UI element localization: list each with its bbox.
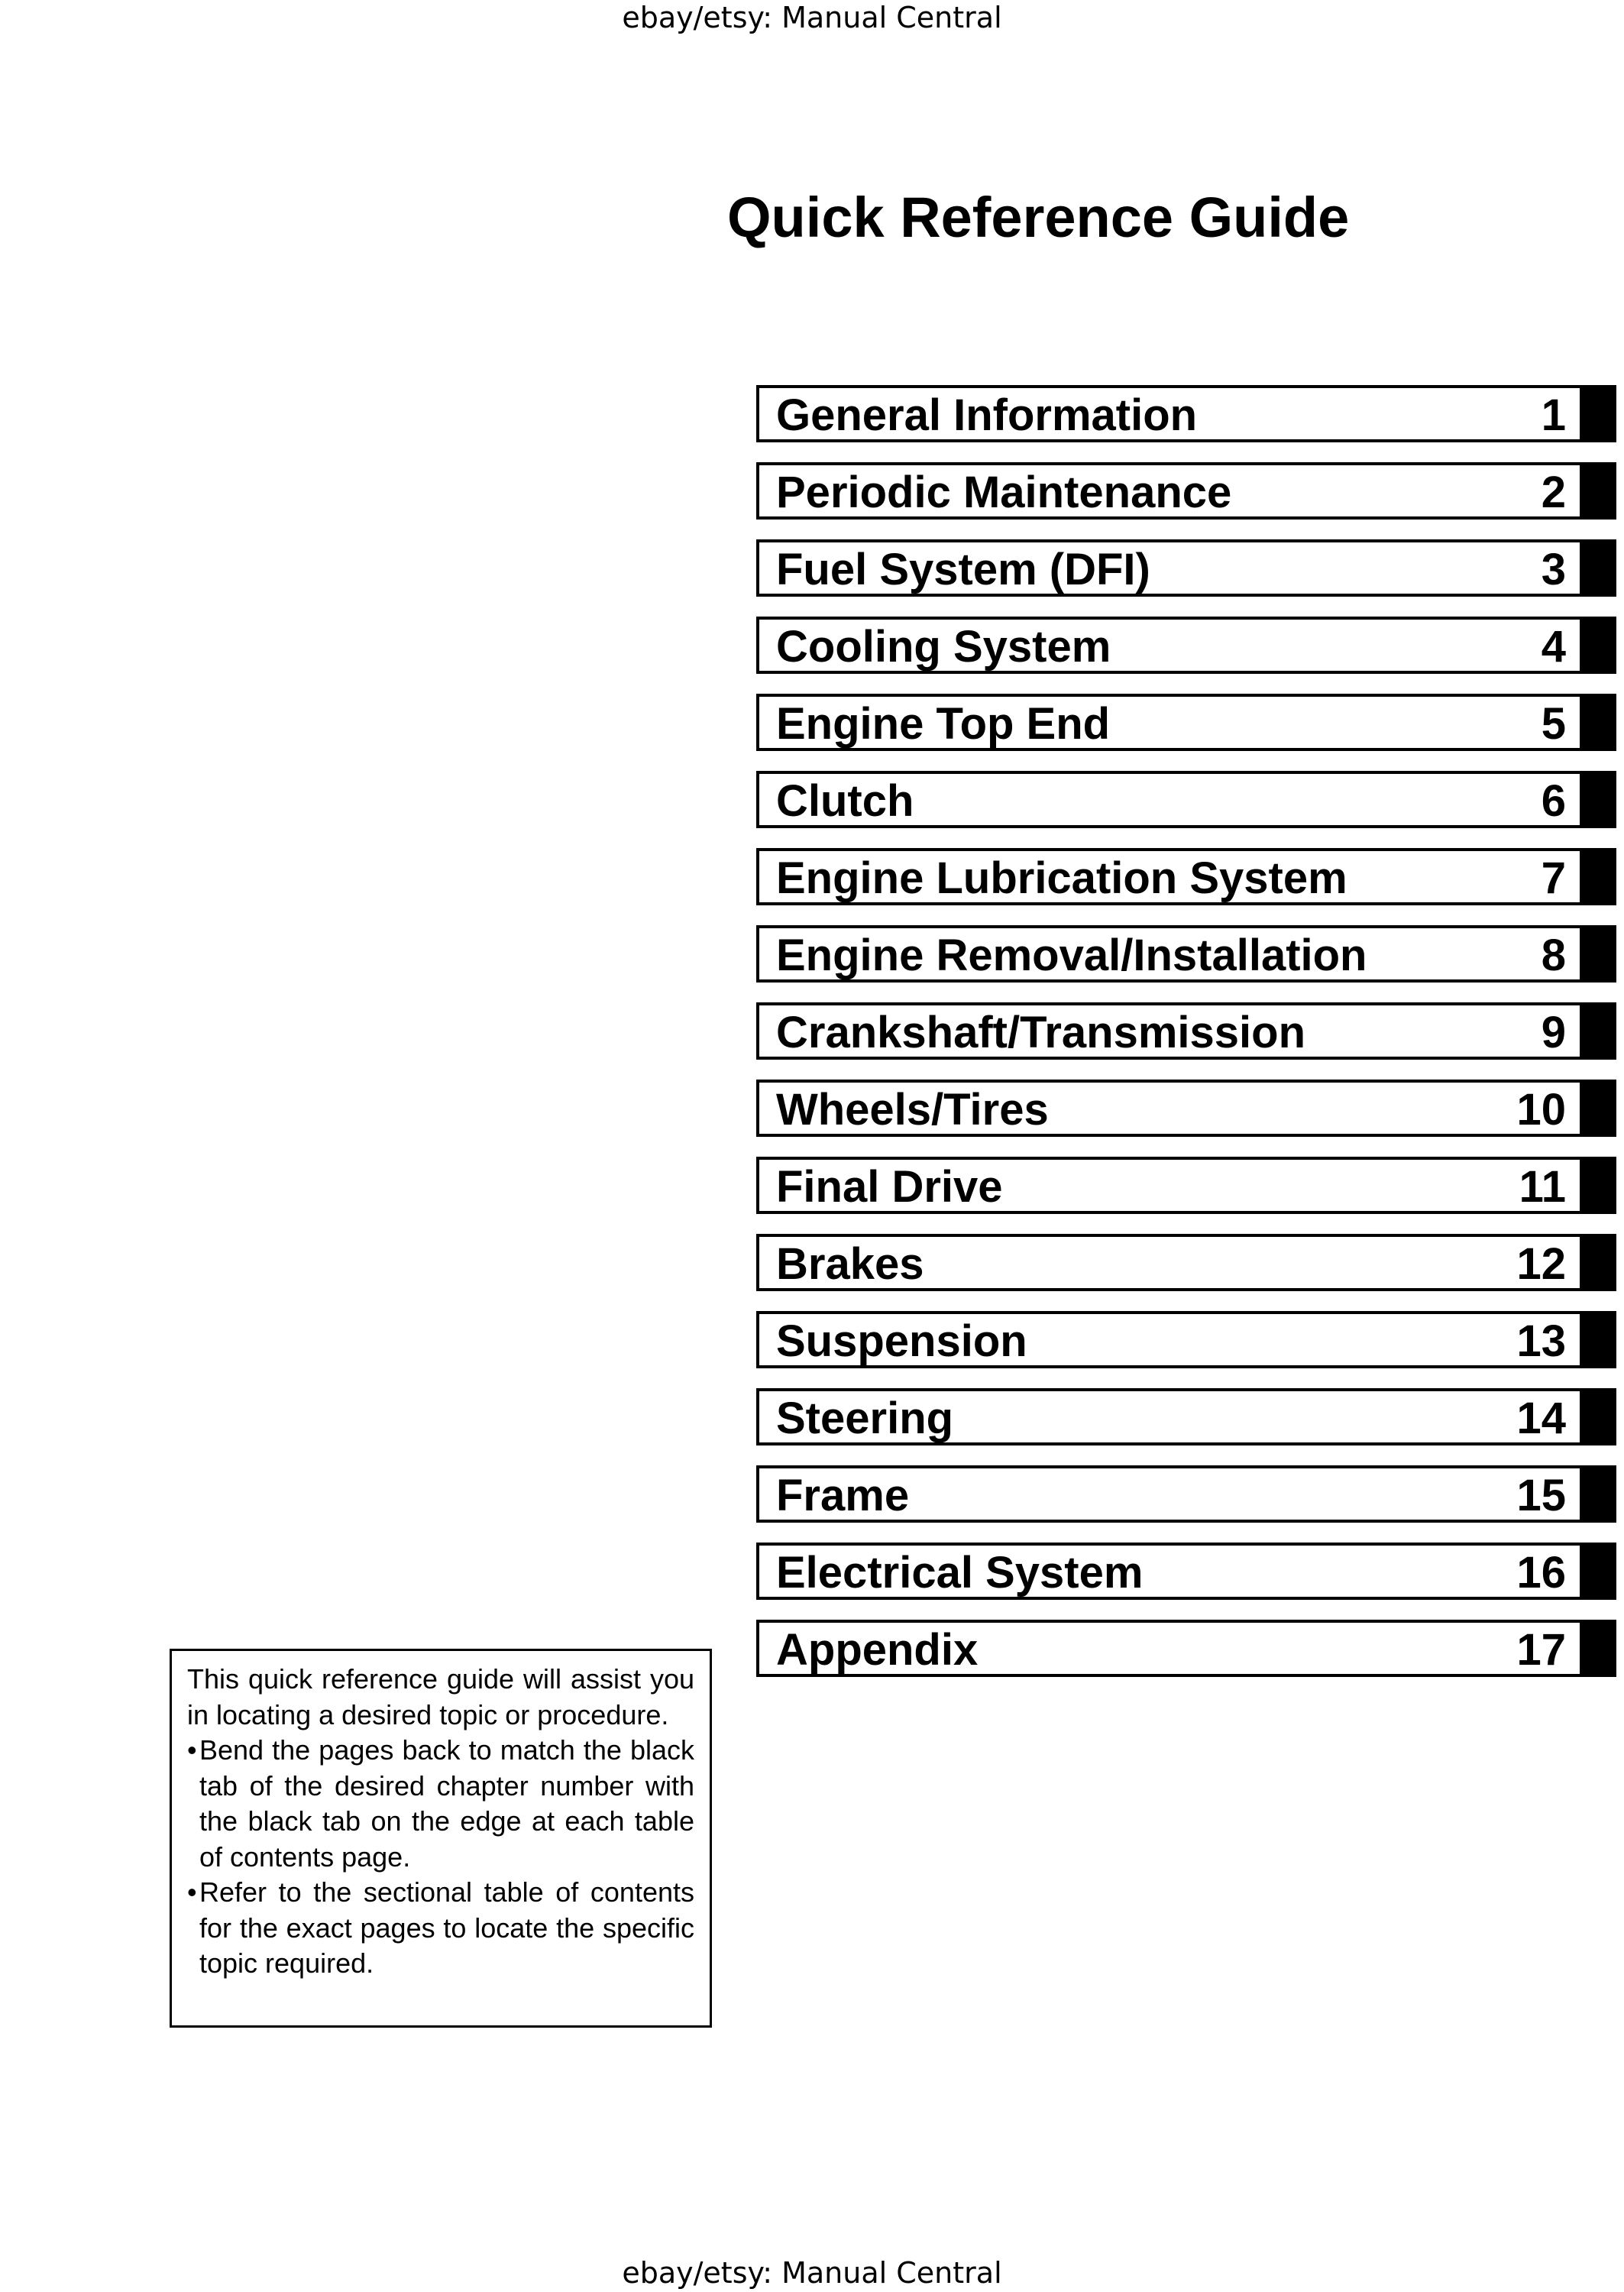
chapter-row-2[interactable] <box>756 462 1624 520</box>
chapter-box <box>756 617 1583 674</box>
chapter-label: Steering <box>776 1394 954 1443</box>
chapter-tab <box>1583 1157 1616 1214</box>
page-title: Quick Reference Guide <box>727 186 1350 249</box>
chapter-number: 5 <box>1541 699 1566 749</box>
chapter-row-17[interactable] <box>756 1620 1624 1677</box>
chapter-box <box>756 694 1583 751</box>
chapter-box <box>756 771 1583 828</box>
chapter-number: 17 <box>1516 1625 1566 1675</box>
usage-note-box <box>170 1649 712 2028</box>
chapter-row-4[interactable] <box>756 617 1624 674</box>
chapter-number: 4 <box>1541 622 1566 672</box>
chapter-row-1[interactable] <box>756 385 1624 442</box>
chapter-box <box>756 1620 1583 1677</box>
chapter-tab <box>1583 1465 1616 1523</box>
watermark-top: ebay/etsy: Manual Central <box>622 1 1002 34</box>
chapter-box <box>756 925 1583 983</box>
chapter-box <box>756 462 1583 520</box>
chapter-label: Cooling System <box>776 622 1111 672</box>
usage-note-text: Refer to the sectional table of contents for the exact pages to locate the specific topic required. <box>199 1876 694 1979</box>
chapter-box <box>756 1311 1583 1368</box>
chapter-tab <box>1583 1311 1616 1368</box>
chapter-row-10[interactable] <box>756 1080 1624 1137</box>
chapter-box <box>756 1080 1583 1137</box>
chapter-tab <box>1583 1080 1616 1137</box>
chapter-tab <box>1583 1543 1616 1600</box>
chapter-label: Periodic Maintenance <box>776 468 1232 517</box>
chapter-number: 13 <box>1516 1316 1566 1366</box>
chapter-box <box>756 385 1583 442</box>
chapter-box <box>756 1234 1583 1291</box>
chapter-row-14[interactable] <box>756 1388 1624 1445</box>
chapter-tab <box>1583 462 1616 520</box>
watermark-bottom: ebay/etsy: Manual Central <box>622 2256 1002 2290</box>
chapter-number: 10 <box>1516 1085 1566 1135</box>
chapter-row-6[interactable] <box>756 771 1624 828</box>
chapter-label: Final Drive <box>776 1162 1003 1212</box>
chapter-number: 2 <box>1541 468 1566 517</box>
chapter-number: 15 <box>1516 1471 1566 1520</box>
chapter-number: 7 <box>1541 853 1566 903</box>
chapter-box <box>756 539 1583 597</box>
chapter-row-3[interactable] <box>756 539 1624 597</box>
chapter-row-5[interactable] <box>756 694 1624 751</box>
usage-note-item <box>187 1875 694 1982</box>
chapter-number: 12 <box>1516 1239 1566 1289</box>
usage-note-intro: This quick reference guide will assist you in locating a desired topic or procedure. <box>187 1663 694 1730</box>
usage-note-list <box>187 1733 694 1982</box>
chapter-label: General Information <box>776 390 1198 440</box>
chapter-row-13[interactable] <box>756 1311 1624 1368</box>
usage-note-item <box>187 1733 694 1875</box>
chapter-number: 14 <box>1516 1394 1566 1443</box>
chapter-row-16[interactable] <box>756 1543 1624 1600</box>
chapter-tab <box>1583 617 1616 674</box>
chapter-row-11[interactable] <box>756 1157 1624 1214</box>
chapter-index <box>756 385 1624 1697</box>
chapter-row-12[interactable] <box>756 1234 1624 1291</box>
chapter-row-9[interactable] <box>756 1002 1624 1060</box>
chapter-number: 8 <box>1541 931 1566 980</box>
chapter-box <box>756 1388 1583 1445</box>
chapter-tab <box>1583 848 1616 905</box>
chapter-label: Wheels/Tires <box>776 1085 1049 1135</box>
chapter-tab <box>1583 1234 1616 1291</box>
bullet-icon: • <box>187 1876 197 1908</box>
chapter-tab <box>1583 539 1616 597</box>
chapter-number: 16 <box>1516 1548 1566 1598</box>
chapter-row-8[interactable] <box>756 925 1624 983</box>
chapter-label: Electrical System <box>776 1548 1144 1598</box>
chapter-tab <box>1583 925 1616 983</box>
chapter-number: 9 <box>1541 1008 1566 1057</box>
chapter-box <box>756 1543 1583 1600</box>
usage-note-text: Bend the pages back to match the black tab of the desired chapter number with the black tab on the edge at each table of contents page. <box>199 1734 694 1873</box>
chapter-tab <box>1583 771 1616 828</box>
chapter-label: Engine Removal/Installation <box>776 931 1367 980</box>
chapter-box <box>756 1157 1583 1214</box>
chapter-label: Brakes <box>776 1239 924 1289</box>
chapter-number: 1 <box>1541 390 1566 440</box>
chapter-tab <box>1583 1620 1616 1677</box>
chapter-label: Fuel System (DFI) <box>776 545 1150 594</box>
chapter-tab <box>1583 385 1616 442</box>
chapter-label: Appendix <box>776 1625 979 1675</box>
chapter-number: 11 <box>1519 1162 1566 1212</box>
chapter-row-15[interactable] <box>756 1465 1624 1523</box>
chapter-box <box>756 1465 1583 1523</box>
chapter-label: Crankshaft/Transmission <box>776 1008 1305 1057</box>
chapter-box <box>756 848 1583 905</box>
chapter-tab <box>1583 1002 1616 1060</box>
chapter-label: Suspension <box>776 1316 1027 1366</box>
chapter-label: Engine Lubrication System <box>776 853 1347 903</box>
bullet-icon: • <box>187 1734 197 1766</box>
chapter-label: Frame <box>776 1471 910 1520</box>
chapter-tab <box>1583 694 1616 751</box>
chapter-label: Clutch <box>776 776 914 826</box>
chapter-number: 3 <box>1541 545 1566 594</box>
chapter-tab <box>1583 1388 1616 1445</box>
chapter-row-7[interactable] <box>756 848 1624 905</box>
chapter-label: Engine Top End <box>776 699 1111 749</box>
chapter-box <box>756 1002 1583 1060</box>
chapter-number: 6 <box>1541 776 1566 826</box>
